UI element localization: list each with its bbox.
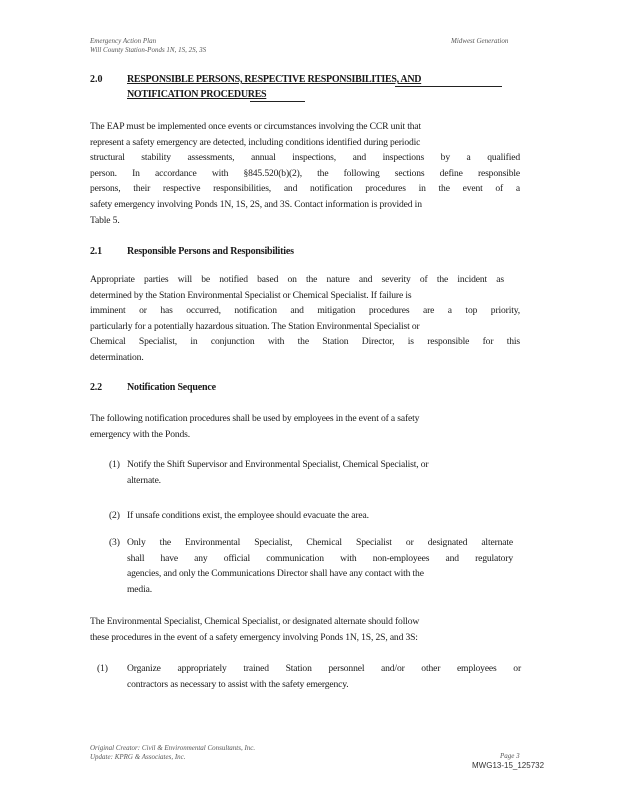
footer-update: Update: KPRG & Associates, Inc. [90,753,186,761]
para-line: determined by the Station Environmental Specialist or Chemical Specialist. If failure is [90,289,412,301]
list-item-number: (1) [97,663,108,674]
list-item-line: Only the Environmental Specialist, Chemical Specialist or designated alternate [127,537,513,548]
list-item-line: shall have any official communication with non-employees and regulatory [127,552,513,564]
list-item-line: If unsafe conditions exist, the employee should evacuate the area. [127,510,369,521]
list-item-number: (2) [109,510,120,521]
list-item-line: media. [127,583,152,595]
para-line: persons, their respective responsibilities, and notification procedures in the event of a [90,183,520,195]
list-item [127,457,520,488]
para-line: emergency with the Ponds. [90,428,190,440]
list-item-number: (3) [109,537,120,548]
para-line: safety emergency involving Ponds 1N, 1S, 2S, and 3S. Contact information is provided in [90,198,422,210]
title-underline-extension [250,101,305,102]
list-item-line: contractors as necessary to assist with the safety emergency. [127,678,349,690]
para-line: determination. [90,351,144,363]
para-line: particularly for a potentially hazardous situation. The Station Environmental Specialist or [90,320,420,332]
para-line: person. In accordance with §845.520(b)(2), the following sections define responsible [90,167,520,179]
para-line: represent a safety emergency are detected, including conditions identified during periodic [90,136,421,148]
section-2-number: 2.0 [90,74,103,85]
title-underline-extension [395,86,502,87]
section-2-title-line2: NOTIFICATION PROCEDURES [127,89,267,100]
para-line: Chemical Specialist, in conjunction with the Station Director, is responsible for this [90,336,520,348]
section-2-2-number: 2.2 [90,382,102,393]
section-2-title-line1: RESPONSIBLE PERSONS, RESPECTIVE RESPONSIBILITIES, AND [127,74,422,85]
page-number: Page 3 [500,752,520,760]
company-name: Midwest Generation [451,37,509,45]
para-line: imminent or has occurred, notification and mitigation procedures are a top priority, [90,305,520,317]
para-line: these procedures in the event of a safety emergency involving Ponds 1N, 1S, 2S, and 3S: [90,631,418,643]
section-2-paragraph [90,119,520,228]
section-2-1-paragraph [90,272,520,366]
para-line: Appropriate parties will be notified based on the nature and severity of the incident as [90,274,504,285]
section-2-2-title: Notification Sequence [127,382,216,393]
para-line: structural stability assessments, annual inspections, and inspections by a qualified [90,152,520,164]
list-item [127,508,520,524]
list-item-line: alternate. [127,474,161,486]
list-item-line: agencies, and only the Communications Director shall have any contact with the [127,568,424,580]
doc-title: Emergency Action Plan [90,37,157,45]
document-id: MWG13-15_125732 [472,761,545,770]
section-2-1-number: 2.1 [90,246,102,257]
list-item-number: (1) [109,459,120,470]
list-item-line: Notify the Shift Supervisor and Environmental Specialist, Chemical Specialist, or [127,459,429,470]
list-item-line: Organize appropriately trained Station personnel and/or other employees or [127,663,521,674]
section-2-1-title: Responsible Persons and Responsibilities [127,246,294,257]
follow-paragraph [90,614,520,645]
para-line: The Environmental Specialist, Chemical Specialist, or designated alternate should follow [90,616,420,627]
para-line: Table 5. [90,214,120,226]
para-line: The EAP must be implemented once events or circumstances involving the CCR unit that [90,121,422,132]
para-line: The following notification procedures shall be used by employees in the event of a safety [90,413,420,424]
footer-creator: Original Creator: Civil & Environmental Consultants, Inc. [90,744,256,752]
section-2-2-intro [90,411,520,442]
list-item [127,535,513,597]
doc-subtitle: Will County Station-Ponds 1N, 1S, 2S, 3S [90,46,207,54]
list-item [127,661,521,692]
